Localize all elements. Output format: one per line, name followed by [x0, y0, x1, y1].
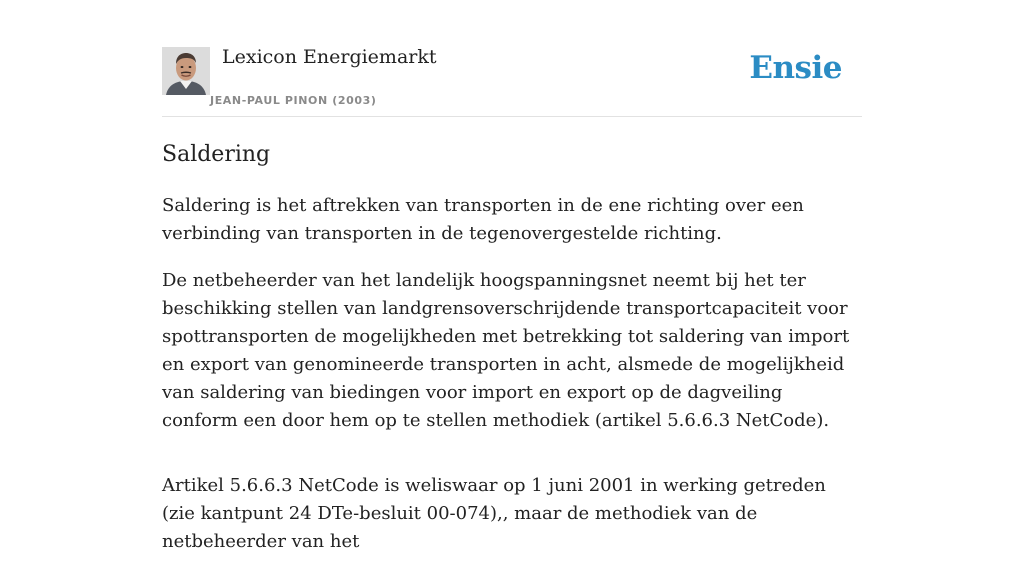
author-name[interactable]: JEAN-PAUL PINON (2003) — [210, 94, 377, 107]
article-paragraph: Artikel 5.6.6.3 NetCode is weliswaar op 1 juni 2001 in werking getreden (zie kantpunt 24 DTe-besluit 00-074),, maar de methodiek van de netbeheerder van het — [162, 475, 826, 552]
author-avatar[interactable] — [162, 47, 210, 95]
author-portrait-icon — [162, 47, 210, 95]
lexicon-title[interactable]: Lexicon Energiemarkt — [222, 46, 437, 68]
article-title: Saldering — [162, 142, 271, 167]
article-body — [162, 140, 862, 575]
article-paragraph: De netbeheerder van het landelijk hoogspanningsnet neemt bij het ter beschikking stellen van landgrensoverschrijdende transportcapaciteit voor spottransporten de mogelijkheden met betrekking tot saldering van import en export van genomineerde transporten in acht, alsmede de mogelijkheid van saldering van biedingen voor import en export op de dagveiling conform een door hem op te stellen methodiek (artikel 5.6.6.3 NetCode). — [162, 270, 850, 431]
ensie-logo[interactable]: Ensie — [749, 50, 842, 86]
article-paragraph: Saldering is het aftrekken van transporten in de ene richting over een verbinding van transporten in de tegenovergestelde richting. — [162, 195, 804, 244]
lexicon-header — [162, 0, 862, 117]
